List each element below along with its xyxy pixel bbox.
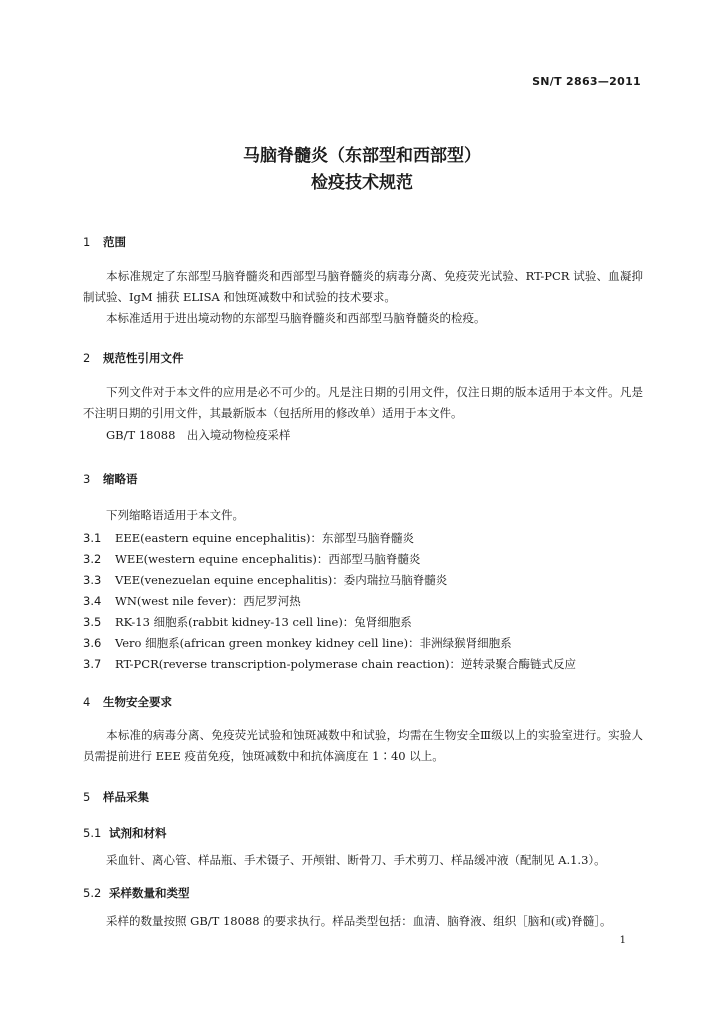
section-number: 3 (83, 472, 91, 486)
abbreviation-item: 3.4 WN(west nile fever)：西尼罗河热 (83, 594, 301, 608)
section-1-heading (83, 234, 126, 250)
section-3-heading (83, 471, 138, 487)
abbreviation-item: 3.6 Vero 细胞系(african green monkey kidney cell line)：非洲绿猴肾细胞系 (83, 636, 512, 650)
subsection-number: 5.2 (83, 886, 102, 900)
doc-title-line1: 马脑脊髓炎（东部型和西部型） (243, 146, 481, 166)
abbreviation-item: 3.5 RK-13 细胞系(rabbit kidney-13 cell line)：兔肾细胞系 (83, 615, 412, 629)
section-4-para-1 (83, 725, 643, 767)
section-3-intro (83, 505, 643, 526)
paragraph-text: 本标准的病毒分离、免疫荧光试验和蚀斑减数中和试验，均需在生物安全Ⅲ级以上的实验室进行。实验人员需提前进行 EEE 疫苗免疫，蚀斑减数中和抗体滴度在 1∶40 以上。 (83, 728, 643, 763)
section-2-reference (83, 425, 643, 446)
section-number: 5 (83, 790, 91, 804)
reference-text: GB/T 18088 出入境动物检疫采样 (106, 428, 291, 442)
paragraph-text: 采血针、离心管、样品瓶、手术镊子、开颅钳、断骨刀、手术剪刀、样品缓冲液（配制见 A.1.3）。 (106, 853, 606, 867)
section-2-para-1 (83, 382, 643, 424)
paragraph-text: 本标准规定了东部型马脑脊髓炎和西部型马脑脊髓炎的病毒分离、免疫荧光试验、RT-PCR 试验、血凝抑制试验、IgM 捕获 ELISA 和蚀斑减数中和试验的技术要求。 (83, 269, 643, 304)
doc-title-line2: 检疫技术规范 (311, 173, 413, 193)
section-title: 生物安全要求 (103, 695, 172, 709)
section-title: 样品采集 (103, 790, 149, 804)
section-title: 范围 (103, 235, 126, 249)
subsection-number: 5.1 (83, 826, 102, 840)
section-number: 2 (83, 351, 91, 365)
abbreviation-item: 3.1 EEE(eastern equine encephalitis)：东部型马脑脊髓炎 (83, 531, 414, 545)
abbreviation-item: 3.7 RT-PCR(reverse transcription-polymerase chain reaction)：逆转录聚合酶链式反应 (83, 657, 576, 671)
section-number: 4 (83, 695, 91, 709)
paragraph-text: 本标准适用于进出境动物的东部型马脑脊髓炎和西部型马脑脊髓炎的检疫。 (106, 311, 486, 325)
paragraph-text: 下列缩略语适用于本文件。 (106, 508, 244, 522)
section-5-heading (83, 789, 149, 805)
section-title: 规范性引用文件 (103, 351, 184, 365)
section-1-para-2 (83, 308, 643, 329)
page-number: 1 (619, 935, 626, 946)
abbreviation-item: 3.2 WEE(western equine encephalitis)：西部型马脑脊髓炎 (83, 552, 421, 566)
section-2-heading (83, 350, 184, 366)
subsection-5-2-para (83, 911, 643, 932)
subsection-5-1-heading (83, 825, 167, 841)
paragraph-text: 下列文件对于本文件的应用是必不可少的。凡是注日期的引用文件，仅注日期的版本适用于本文件。凡是不注明日期的引用文件，其最新版本（包括所用的修改单）适用于本文件。 (83, 385, 643, 420)
section-title: 缩略语 (103, 472, 138, 486)
section-1-para-1 (83, 266, 643, 308)
subsection-title: 采样数量和类型 (109, 886, 190, 900)
section-4-heading (83, 694, 172, 710)
subsection-title: 试剂和材料 (109, 826, 167, 840)
subsection-5-1-para (83, 850, 643, 871)
subsection-5-2-heading (83, 885, 190, 901)
abbreviation-item: 3.3 VEE(venezuelan equine encephalitis)：委内瑞拉马脑脊髓炎 (83, 573, 448, 587)
standard-code: SN/T 2863—2011 (532, 75, 641, 88)
section-number: 1 (83, 235, 91, 249)
paragraph-text: 采样的数量按照 GB/T 18088 的要求执行。样品类型包括：血清、脑脊液、组织［脑和(或)脊髓］。 (106, 914, 612, 928)
